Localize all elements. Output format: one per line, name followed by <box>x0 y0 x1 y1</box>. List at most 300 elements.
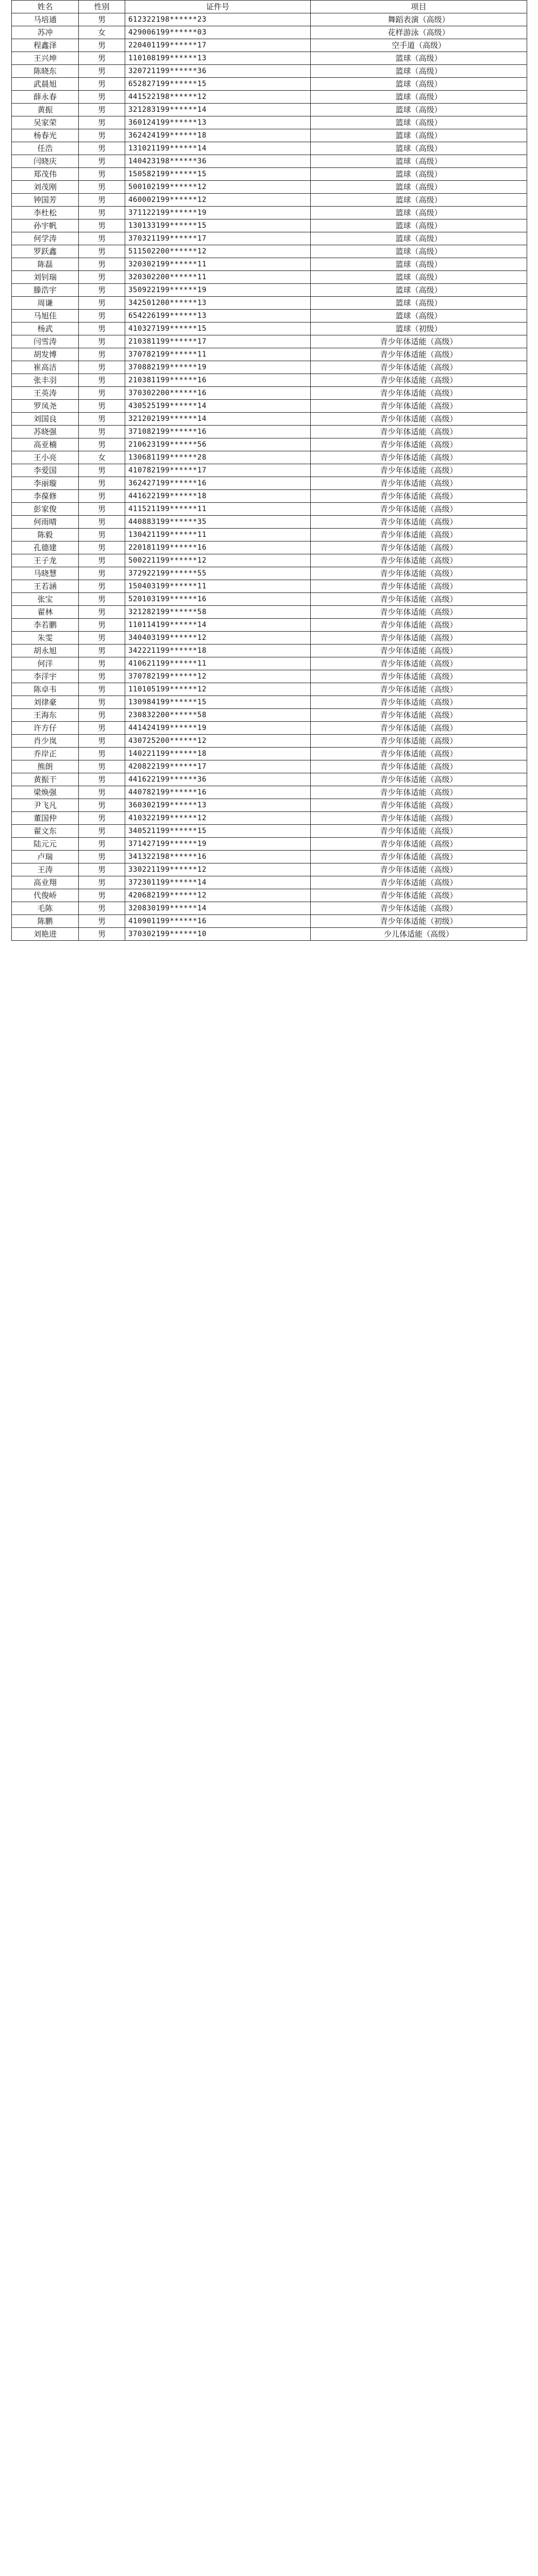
cell-item: 青少年体适能（高级） <box>311 335 527 348</box>
cell-id: 372301199******14 <box>125 876 311 889</box>
cell-sex: 男 <box>79 245 125 258</box>
cell-id: 370302199******10 <box>125 928 311 941</box>
table-row <box>12 516 527 529</box>
cell-sex: 男 <box>79 168 125 181</box>
cell-id: 110105199******12 <box>125 683 311 696</box>
cell-name: 马培通 <box>12 13 79 26</box>
cell-sex: 男 <box>79 426 125 438</box>
cell-name: 翟文东 <box>12 825 79 838</box>
cell-item: 青少年体适能（高级） <box>311 722 527 735</box>
table-row <box>12 529 527 541</box>
cell-id: 210381199******16 <box>125 374 311 387</box>
table-row <box>12 323 527 335</box>
table-row <box>12 541 527 554</box>
cell-name: 李若鹏 <box>12 619 79 632</box>
cell-id: 500221199******12 <box>125 554 311 567</box>
table-row <box>12 400 527 413</box>
cell-sex: 男 <box>79 915 125 928</box>
cell-sex: 男 <box>79 619 125 632</box>
cell-name: 滕浩宇 <box>12 284 79 297</box>
cell-item: 篮球（高级） <box>311 219 527 232</box>
cell-sex: 男 <box>79 464 125 477</box>
cell-sex: 男 <box>79 812 125 825</box>
table-row <box>12 426 527 438</box>
cell-sex: 男 <box>79 413 125 426</box>
cell-name: 卢瑞 <box>12 851 79 863</box>
cell-name: 周谦 <box>12 297 79 310</box>
table-row <box>12 155 527 168</box>
cell-id: 340403199******12 <box>125 632 311 645</box>
table-row <box>12 39 527 52</box>
cell-name: 李杜松 <box>12 207 79 219</box>
cell-sex: 男 <box>79 387 125 400</box>
cell-item: 青少年体适能（高级） <box>311 580 527 593</box>
cell-sex: 男 <box>79 39 125 52</box>
cell-item: 篮球（高级） <box>311 155 527 168</box>
cell-item: 篮球（高级） <box>311 52 527 65</box>
cell-id: 520103199******16 <box>125 593 311 606</box>
table-row <box>12 490 527 503</box>
cell-sex: 男 <box>79 567 125 580</box>
cell-item: 篮球（高级） <box>311 297 527 310</box>
cell-id: 320830199******14 <box>125 902 311 915</box>
cell-item: 篮球（高级） <box>311 129 527 142</box>
cell-name: 陈鹏 <box>12 915 79 928</box>
cell-sex: 男 <box>79 207 125 219</box>
cell-name: 陆元元 <box>12 838 79 851</box>
cell-id: 342501200******13 <box>125 297 311 310</box>
cell-sex: 男 <box>79 219 125 232</box>
cell-id: 230832200******58 <box>125 709 311 722</box>
table-row <box>12 207 527 219</box>
cell-name: 胡永旭 <box>12 645 79 657</box>
cell-name: 钟国芳 <box>12 194 79 207</box>
header-row <box>12 1 527 13</box>
cell-item: 青少年体适能（高级） <box>311 670 527 683</box>
cell-id: 220401199******17 <box>125 39 311 52</box>
cell-sex: 男 <box>79 928 125 941</box>
cell-name: 高亚楠 <box>12 438 79 451</box>
cell-item: 篮球（高级） <box>311 271 527 284</box>
cell-name: 许方仔 <box>12 722 79 735</box>
table-row <box>12 335 527 348</box>
cell-item: 青少年体适能（高级） <box>311 606 527 619</box>
cell-name: 王子龙 <box>12 554 79 567</box>
cell-name: 熊朗 <box>12 760 79 773</box>
cell-id: 612322198******23 <box>125 13 311 26</box>
cell-sex: 男 <box>79 696 125 709</box>
cell-id: 430725200******12 <box>125 735 311 748</box>
cell-id: 130421199******11 <box>125 529 311 541</box>
cell-item: 篮球（高级） <box>311 310 527 323</box>
cell-sex: 女 <box>79 451 125 464</box>
table-row <box>12 632 527 645</box>
cell-item: 青少年体适能（高级） <box>311 748 527 760</box>
cell-sex: 男 <box>79 52 125 65</box>
cell-id: 410327199******15 <box>125 323 311 335</box>
table-row <box>12 129 527 142</box>
cell-sex: 男 <box>79 477 125 490</box>
cell-id: 150582199******15 <box>125 168 311 181</box>
cell-name: 马晓慧 <box>12 567 79 580</box>
cell-id: 441424199******19 <box>125 722 311 735</box>
cell-item: 青少年体适能（高级） <box>311 361 527 374</box>
header-name: 姓名 <box>12 1 79 13</box>
cell-name: 陈毅 <box>12 529 79 541</box>
cell-sex: 男 <box>79 503 125 516</box>
cell-name: 李葆修 <box>12 490 79 503</box>
cell-sex: 男 <box>79 361 125 374</box>
table-row <box>12 116 527 129</box>
cell-sex: 男 <box>79 335 125 348</box>
cell-name: 苏冲 <box>12 26 79 39</box>
cell-id: 321283199******14 <box>125 104 311 116</box>
cell-name: 王小亮 <box>12 451 79 464</box>
cell-item: 青少年体适能（高级） <box>311 851 527 863</box>
table-row <box>12 786 527 799</box>
cell-sex: 男 <box>79 760 125 773</box>
cell-item: 青少年体适能（高级） <box>311 374 527 387</box>
cell-item: 青少年体适能（高级） <box>311 902 527 915</box>
cell-sex: 男 <box>79 786 125 799</box>
cell-name: 武晨旭 <box>12 78 79 91</box>
cell-name: 王兴坤 <box>12 52 79 65</box>
cell-name: 毛陈 <box>12 902 79 915</box>
cell-id: 210623199******56 <box>125 438 311 451</box>
cell-id: 410782199******17 <box>125 464 311 477</box>
table-row <box>12 142 527 155</box>
cell-name: 杨春光 <box>12 129 79 142</box>
cell-name: 孙宇帆 <box>12 219 79 232</box>
cell-sex: 男 <box>79 554 125 567</box>
cell-id: 330221199******12 <box>125 863 311 876</box>
cell-id: 429006199******03 <box>125 26 311 39</box>
cell-id: 360124199******13 <box>125 116 311 129</box>
cell-sex: 男 <box>79 593 125 606</box>
table-row <box>12 619 527 632</box>
cell-sex: 男 <box>79 232 125 245</box>
document-page <box>0 0 538 941</box>
cell-name: 何雨晴 <box>12 516 79 529</box>
cell-sex: 男 <box>79 606 125 619</box>
cell-id: 370782199******12 <box>125 670 311 683</box>
cell-sex: 男 <box>79 516 125 529</box>
cell-item: 青少年体适能（高级） <box>311 554 527 567</box>
table-row <box>12 799 527 812</box>
cell-sex: 男 <box>79 851 125 863</box>
cell-sex: 男 <box>79 670 125 683</box>
cell-sex: 男 <box>79 65 125 78</box>
cell-sex: 女 <box>79 26 125 39</box>
cell-item: 青少年体适能（高级） <box>311 645 527 657</box>
table-row <box>12 13 527 26</box>
cell-sex: 男 <box>79 825 125 838</box>
cell-item: 青少年体适能（高级） <box>311 516 527 529</box>
cell-id: 410901199******16 <box>125 915 311 928</box>
cell-id: 350922199******19 <box>125 284 311 297</box>
cell-item: 青少年体适能（高级） <box>311 812 527 825</box>
cell-name: 黄振干 <box>12 773 79 786</box>
cell-name: 张丰羽 <box>12 374 79 387</box>
cell-sex: 男 <box>79 104 125 116</box>
table-row <box>12 735 527 748</box>
cell-name: 朱雯 <box>12 632 79 645</box>
cell-item: 青少年体适能（高级） <box>311 876 527 889</box>
table-row <box>12 348 527 361</box>
cell-item: 青少年体适能（高级） <box>311 838 527 851</box>
cell-name: 黄振 <box>12 104 79 116</box>
table-row <box>12 645 527 657</box>
table-row <box>12 812 527 825</box>
cell-name: 代俊峤 <box>12 889 79 902</box>
table-row <box>12 387 527 400</box>
cell-item: 青少年体适能（高级） <box>311 451 527 464</box>
cell-name: 何学涛 <box>12 232 79 245</box>
cell-item: 青少年体适能（高级） <box>311 413 527 426</box>
cell-id: 371427199******19 <box>125 838 311 851</box>
cell-id: 150403199******11 <box>125 580 311 593</box>
cell-sex: 男 <box>79 323 125 335</box>
cell-name: 王海东 <box>12 709 79 722</box>
cell-id: 130984199******15 <box>125 696 311 709</box>
table-row <box>12 902 527 915</box>
table-row <box>12 464 527 477</box>
cell-id: 411521199******11 <box>125 503 311 516</box>
cell-sex: 男 <box>79 735 125 748</box>
cell-name: 李丽璇 <box>12 477 79 490</box>
cell-item: 青少年体适能（高级） <box>311 426 527 438</box>
cell-item: 篮球（高级） <box>311 116 527 129</box>
cell-sex: 男 <box>79 876 125 889</box>
cell-name: 薛永春 <box>12 91 79 104</box>
cell-item: 篮球（高级） <box>311 181 527 194</box>
cell-name: 孔德建 <box>12 541 79 554</box>
cell-item: 青少年体适能（高级） <box>311 632 527 645</box>
cell-name: 马旭佳 <box>12 310 79 323</box>
cell-id: 441622199******18 <box>125 490 311 503</box>
cell-id: 654226199******13 <box>125 310 311 323</box>
cell-sex: 男 <box>79 748 125 760</box>
cell-name: 李洋宇 <box>12 670 79 683</box>
table-row <box>12 451 527 464</box>
table-row <box>12 928 527 941</box>
cell-name: 尹飞凡 <box>12 799 79 812</box>
table-row <box>12 438 527 451</box>
cell-sex: 男 <box>79 773 125 786</box>
table-row <box>12 722 527 735</box>
cell-item: 篮球（高级） <box>311 258 527 271</box>
cell-id: 430525199******14 <box>125 400 311 413</box>
cell-id: 370302200******16 <box>125 387 311 400</box>
cell-item: 空手道（高级） <box>311 39 527 52</box>
cell-id: 210381199******17 <box>125 335 311 348</box>
cell-name: 罗跃鑫 <box>12 245 79 258</box>
cell-sex: 男 <box>79 297 125 310</box>
table-row <box>12 361 527 374</box>
cell-sex: 男 <box>79 374 125 387</box>
cell-sex: 男 <box>79 657 125 670</box>
cell-id: 341322198******16 <box>125 851 311 863</box>
header-sex: 性别 <box>79 1 125 13</box>
table-row <box>12 567 527 580</box>
cell-name: 陈晓东 <box>12 65 79 78</box>
cell-item: 青少年体适能（高级） <box>311 683 527 696</box>
cell-name: 崔高洁 <box>12 361 79 374</box>
cell-item: 青少年体适能（高级） <box>311 863 527 876</box>
table-row <box>12 851 527 863</box>
cell-name: 陈卓韦 <box>12 683 79 696</box>
cell-name: 程鑫泽 <box>12 39 79 52</box>
cell-item: 篮球（高级） <box>311 65 527 78</box>
cell-sex: 男 <box>79 194 125 207</box>
cell-name: 胡发博 <box>12 348 79 361</box>
cell-item: 青少年体适能（高级） <box>311 477 527 490</box>
table-row <box>12 838 527 851</box>
cell-id: 370321199******17 <box>125 232 311 245</box>
cell-sex: 男 <box>79 13 125 26</box>
cell-item: 青少年体适能（高级） <box>311 773 527 786</box>
cell-item: 少儿体适能（高级） <box>311 928 527 941</box>
cell-item: 青少年体适能（高级） <box>311 709 527 722</box>
cell-id: 460002199******12 <box>125 194 311 207</box>
cell-item: 篮球（高级） <box>311 142 527 155</box>
cell-sex: 男 <box>79 181 125 194</box>
table-row <box>12 91 527 104</box>
table-row <box>12 168 527 181</box>
cell-item: 篮球（高级） <box>311 207 527 219</box>
cell-id: 420822199******17 <box>125 760 311 773</box>
table-row <box>12 825 527 838</box>
table-row <box>12 709 527 722</box>
cell-id: 320302199******11 <box>125 258 311 271</box>
cell-name: 苏晓强 <box>12 426 79 438</box>
cell-item: 青少年体适能（高级） <box>311 799 527 812</box>
table-row <box>12 297 527 310</box>
cell-item: 篮球（高级） <box>311 168 527 181</box>
table-row <box>12 683 527 696</box>
cell-name: 张宝 <box>12 593 79 606</box>
cell-name: 陈磊 <box>12 258 79 271</box>
cell-id: 440883199******35 <box>125 516 311 529</box>
cell-name: 刘律豪 <box>12 696 79 709</box>
cell-item: 篮球（初级） <box>311 323 527 335</box>
cell-name: 闫雪涛 <box>12 335 79 348</box>
cell-id: 362427199******16 <box>125 477 311 490</box>
cell-sex: 男 <box>79 400 125 413</box>
cell-name: 杨武 <box>12 323 79 335</box>
table-row <box>12 580 527 593</box>
cell-name: 刘茂刚 <box>12 181 79 194</box>
cell-name: 高业翔 <box>12 876 79 889</box>
cell-item: 青少年体适能（高级） <box>311 400 527 413</box>
cell-id: 370782199******11 <box>125 348 311 361</box>
cell-item: 篮球（高级） <box>311 194 527 207</box>
table-row <box>12 78 527 91</box>
cell-id: 320721199******36 <box>125 65 311 78</box>
cell-item: 青少年体适能（高级） <box>311 503 527 516</box>
table-row <box>12 284 527 297</box>
cell-name: 李爱国 <box>12 464 79 477</box>
cell-item: 青少年体适能（高级） <box>311 387 527 400</box>
cell-item: 青少年体适能（高级） <box>311 735 527 748</box>
cell-name: 彭家俊 <box>12 503 79 516</box>
cell-id: 441522198******12 <box>125 91 311 104</box>
table-row <box>12 657 527 670</box>
cell-sex: 男 <box>79 348 125 361</box>
cell-sex: 男 <box>79 541 125 554</box>
cell-name: 刘艳进 <box>12 928 79 941</box>
cell-id: 511502200******12 <box>125 245 311 258</box>
cell-sex: 男 <box>79 142 125 155</box>
cell-item: 篮球（高级） <box>311 104 527 116</box>
cell-id: 131021199******14 <box>125 142 311 155</box>
cell-id: 420682199******12 <box>125 889 311 902</box>
cell-sex: 男 <box>79 529 125 541</box>
cell-item: 青少年体适能（高级） <box>311 490 527 503</box>
cell-item: 青少年体适能（高级） <box>311 541 527 554</box>
cell-item: 青少年体适能（高级） <box>311 889 527 902</box>
table-row <box>12 554 527 567</box>
cell-name: 吴家荣 <box>12 116 79 129</box>
cell-id: 342221199******18 <box>125 645 311 657</box>
cell-sex: 男 <box>79 632 125 645</box>
cell-item: 篮球（高级） <box>311 245 527 258</box>
cell-name: 刘钊瑞 <box>12 271 79 284</box>
cell-sex: 男 <box>79 271 125 284</box>
cell-id: 140423198******36 <box>125 155 311 168</box>
cell-id: 372922199******55 <box>125 567 311 580</box>
table-row <box>12 52 527 65</box>
table-row <box>12 374 527 387</box>
table-row <box>12 593 527 606</box>
cell-id: 500102199******12 <box>125 181 311 194</box>
cell-id: 652827199******15 <box>125 78 311 91</box>
cell-id: 340521199******15 <box>125 825 311 838</box>
table-row <box>12 232 527 245</box>
cell-item: 青少年体适能（高级） <box>311 348 527 361</box>
cell-item: 花样游泳（高级） <box>311 26 527 39</box>
cell-name: 王涛 <box>12 863 79 876</box>
cell-item: 青少年体适能（高级） <box>311 760 527 773</box>
cell-item: 青少年体适能（高级） <box>311 657 527 670</box>
cell-name: 肖少岚 <box>12 735 79 748</box>
cell-name: 翟林 <box>12 606 79 619</box>
table-row <box>12 760 527 773</box>
cell-id: 140221199******18 <box>125 748 311 760</box>
cell-sex: 男 <box>79 889 125 902</box>
cell-item: 青少年体适能（高级） <box>311 567 527 580</box>
table-row <box>12 889 527 902</box>
table-row <box>12 245 527 258</box>
table-row <box>12 65 527 78</box>
cell-item: 舞蹈表演（高级） <box>311 13 527 26</box>
cell-id: 110114199******14 <box>125 619 311 632</box>
table-row <box>12 503 527 516</box>
cell-sex: 男 <box>79 129 125 142</box>
cell-sex: 男 <box>79 116 125 129</box>
table-row <box>12 219 527 232</box>
cell-name: 何洋 <box>12 657 79 670</box>
cell-item: 篮球（高级） <box>311 284 527 297</box>
cell-name: 乔岸正 <box>12 748 79 760</box>
table-row <box>12 670 527 683</box>
cell-id: 321202199******14 <box>125 413 311 426</box>
table-row <box>12 258 527 271</box>
cell-item: 青少年体适能（高级） <box>311 593 527 606</box>
cell-sex: 男 <box>79 580 125 593</box>
table-row <box>12 477 527 490</box>
cell-sex: 男 <box>79 91 125 104</box>
